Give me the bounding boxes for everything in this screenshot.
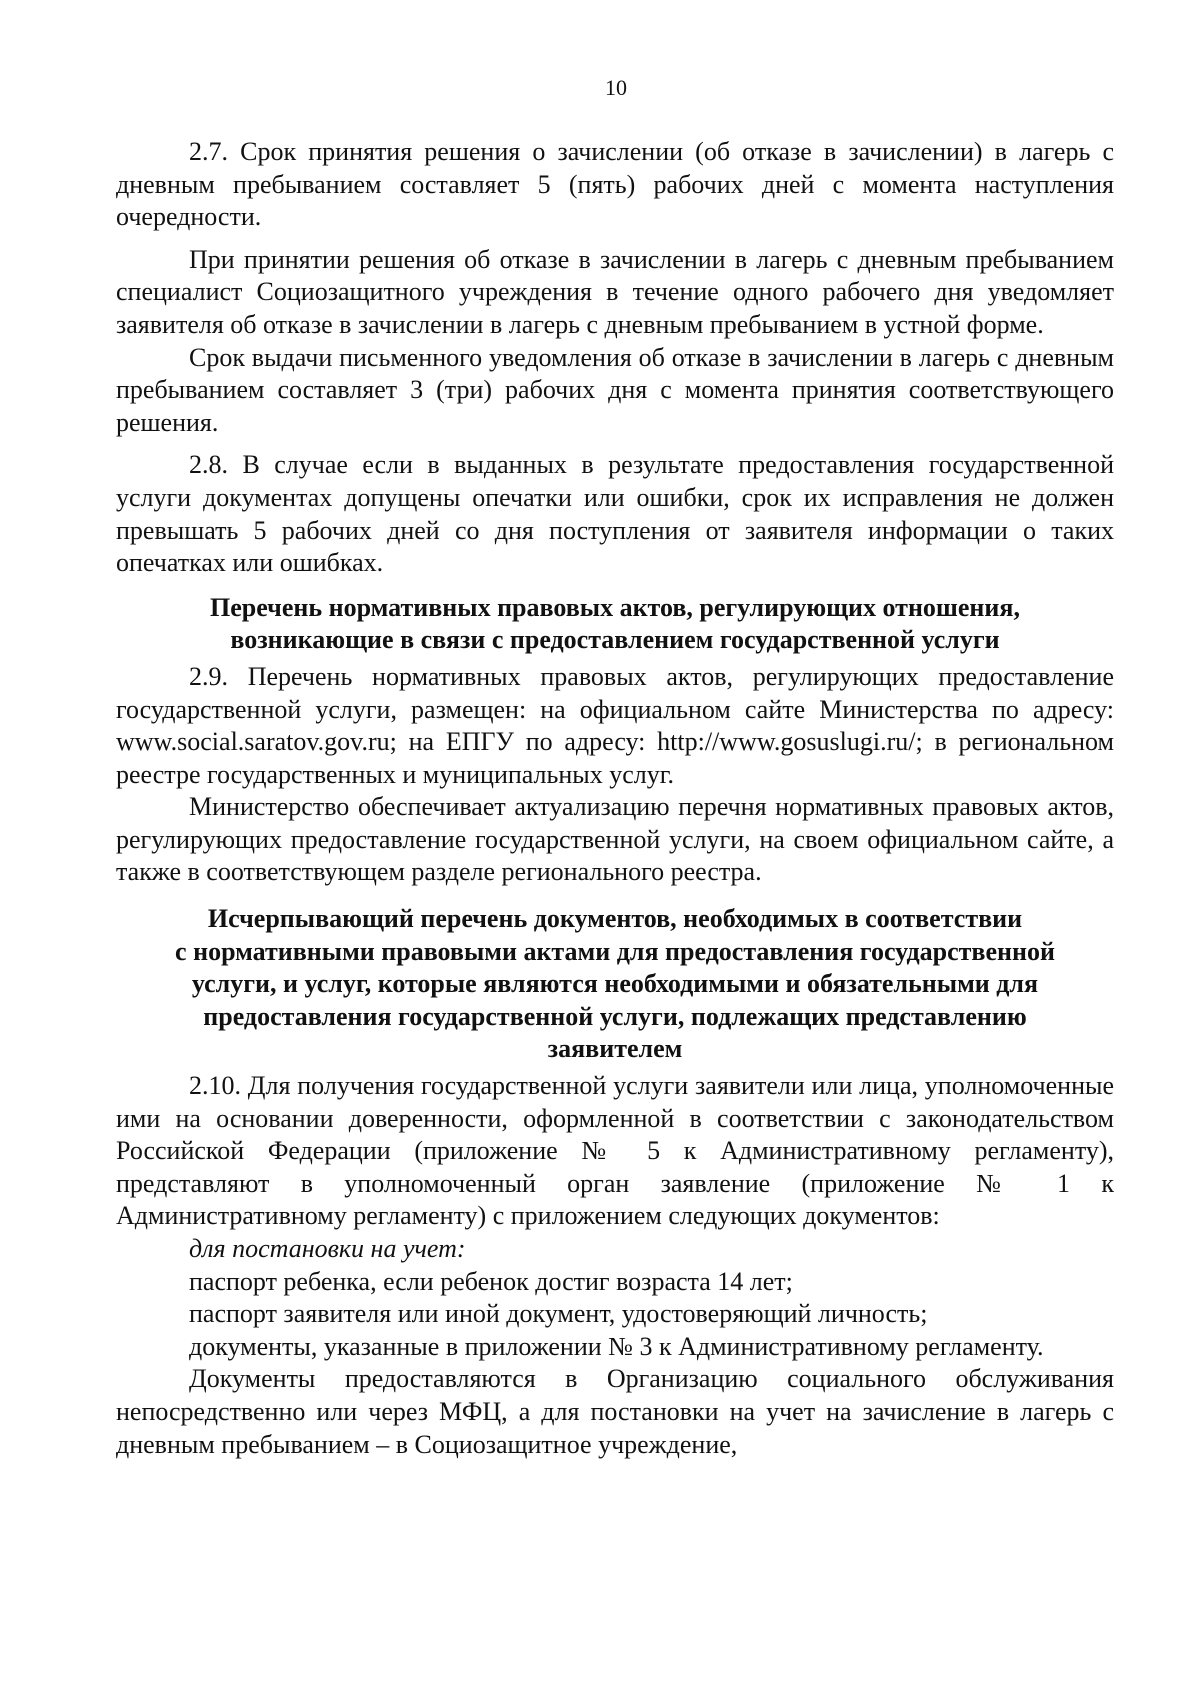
- document-body: [116, 136, 1114, 1461]
- section-heading-documents: [116, 903, 1114, 1066]
- paragraph-2-7-refusal: При принятии решения об отказе в зачислении в лагерь с дневным пребыванием специалист Социозащитного учреждения в течение одного рабочего дня уведомляет заявителя об отказе в зачислении в лагерь с дневным пребыванием в устной форме.: [116, 244, 1114, 339]
- paragraph-2-10-submission: Документы предоставляются в Организацию социального обслуживания непосредственно или через МФЦ, а для постановки на учет на зачисление в лагерь с дневным пребыванием – в Социозащитное учреждение,: [116, 1364, 1114, 1459]
- paragraph-2-10: 2.10. Для получения государственной услуги заявители или лица, уполномоченные ими на основании доверенности, оформленной в соответствии с законодательством Российской Федерации (приложение № 5 к Административному регламенту), представляют в уполномоченный орган заявление (приложение № 1 к Административному регламенту) с приложением следующих документов:: [116, 1071, 1114, 1231]
- paragraph-2-10-subheading: для постановки на учет:: [189, 1234, 466, 1263]
- paragraph-2-9: 2.9. Перечень нормативных правовых актов, регулирующих предоставление государственной услуги, размещен: на официальном сайте Министерства по адресу: www.social.saratov.gov.ru; на ЕПГУ по адресу: http://www.gosuslugi.ru/; в региональном реестре государственных и муниципальных услуг.: [116, 661, 1114, 789]
- heading-line: с нормативными правовыми актами для предоставления государственной: [175, 936, 1055, 966]
- paragraph-2-8: 2.8. В случае если в выданных в результате предоставления государственной услуги документах допущены опечатки или ошибки, срок их исправления не должен превышать 5 рабочих дней со дня поступления от заявителя информации о таких опечатках или ошибках.: [116, 450, 1114, 578]
- heading-line: Перечень нормативных правовых актов, регулирующих отношения,: [210, 592, 1020, 622]
- paragraph-2-9-update: Министерство обеспечивает актуализацию перечня нормативных правовых актов, регулирующих предоставление государственной услуги, на своем официальном сайте, а также в соответствующем разделе регионального реестра.: [116, 792, 1114, 887]
- section-heading-legal-acts: [116, 592, 1114, 657]
- heading-line: предоставления государственной услуги, подлежащих представлению: [203, 1001, 1027, 1031]
- page-number: 10: [605, 75, 627, 100]
- heading-line: услуги, и услуг, которые являются необходимыми и обязательными для: [191, 969, 1039, 999]
- heading-line: возникающие в связи с предоставлением государственной услуги: [230, 625, 1000, 655]
- paragraph-2-7: 2.7. Срок принятия решения о зачислении (об отказе в зачислении) в лагерь с дневным пребыванием составляет 5 (пять) рабочих дней с момента наступления очередности.: [116, 137, 1114, 232]
- document-list-item: паспорт заявителя или иной документ, удостоверяющий личность;: [189, 1299, 928, 1329]
- heading-line: Исчерпывающий перечень документов, необходимых в соответствии: [207, 904, 1023, 934]
- heading-line: заявителем: [547, 1034, 683, 1064]
- paragraph-2-7-notice: Срок выдачи письменного уведомления об отказе в зачислении в лагерь с дневным пребыванием составляет 3 (три) рабочих дня с момента принятия соответствующего решения.: [116, 342, 1114, 437]
- document-list-item: документы, указанные в приложении № 3 к Административному регламенту.: [189, 1331, 1044, 1361]
- document-list-item: паспорт ребенка, если ребенок достиг возраста 14 лет;: [189, 1266, 793, 1296]
